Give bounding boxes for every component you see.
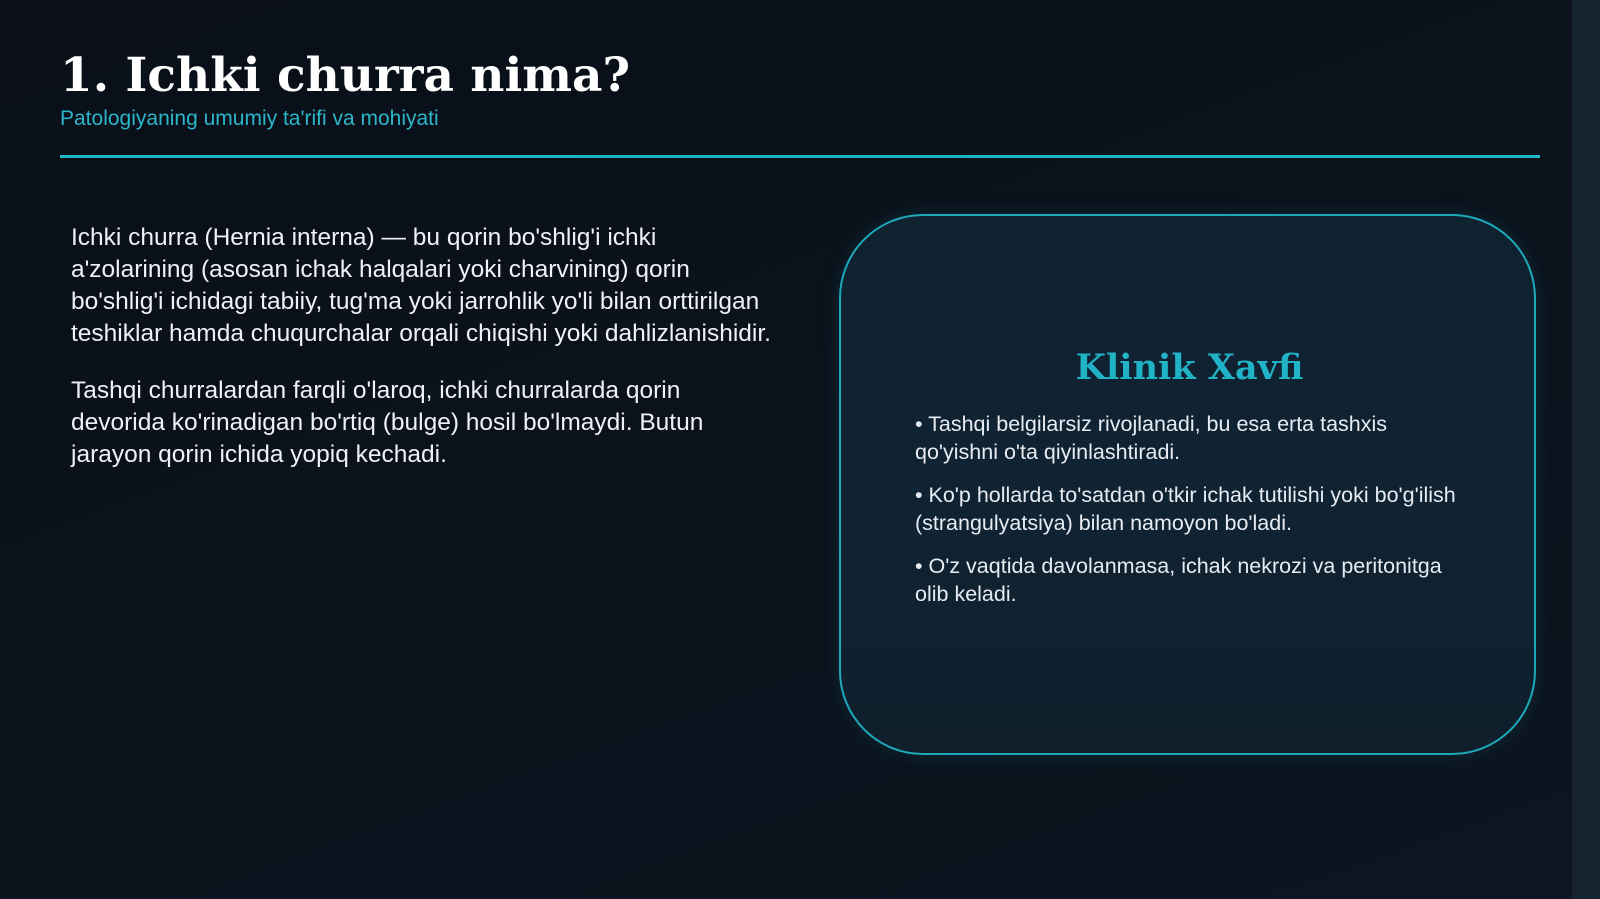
list-item: • O'z vaqtida davolanmasa, ichak nekrozi va peritonitga olib keladi. xyxy=(915,554,1442,606)
risk-list xyxy=(915,410,1464,623)
card-title: Klinik Xavfi xyxy=(1075,347,1304,388)
title-divider xyxy=(60,155,1540,158)
list-item: • Ko'p hollarda to'satdan o'tkir ichak tutilishi yoki bo'g'ilish (strangulyatsiya) bilan namoyon bo'ladi. xyxy=(915,483,1456,535)
page-title: 1. Ichki churra nima? xyxy=(60,48,631,103)
comparison-paragraph: Tashqi churralardan farqli o'laroq, ichki churralarda qorin devorida ko'rinadigan bo'rtiq (bulge) hosil bo'lmaydi. Butun jarayon qorin ichida yopiq kechadi. xyxy=(71,377,704,468)
definition-text xyxy=(71,222,771,496)
definition-paragraph: Ichki churra (Hernia interna) — bu qorin bo'shlig'i ichki a'zolarining (asosan ichak halqalari yoki charvining) qorin bo'shlig'i ichidagi tabiiy, tug'ma yoki jarrohlik yo'li bilan orttirilgan teshiklar hamda chuqurchalar orqali chiqishi yoki dahlizlanishidir. xyxy=(71,224,771,347)
edge-strip xyxy=(1572,0,1600,899)
clinical-risk-card xyxy=(839,214,1536,755)
page-subtitle: Patologiyaning umumiy ta'rifi va mohiyati xyxy=(60,107,439,130)
list-item: • Tashqi belgilarsiz rivojlanadi, bu esa erta tashxis qo'yishni o'ta qiyinlashtiradi. xyxy=(915,412,1388,464)
